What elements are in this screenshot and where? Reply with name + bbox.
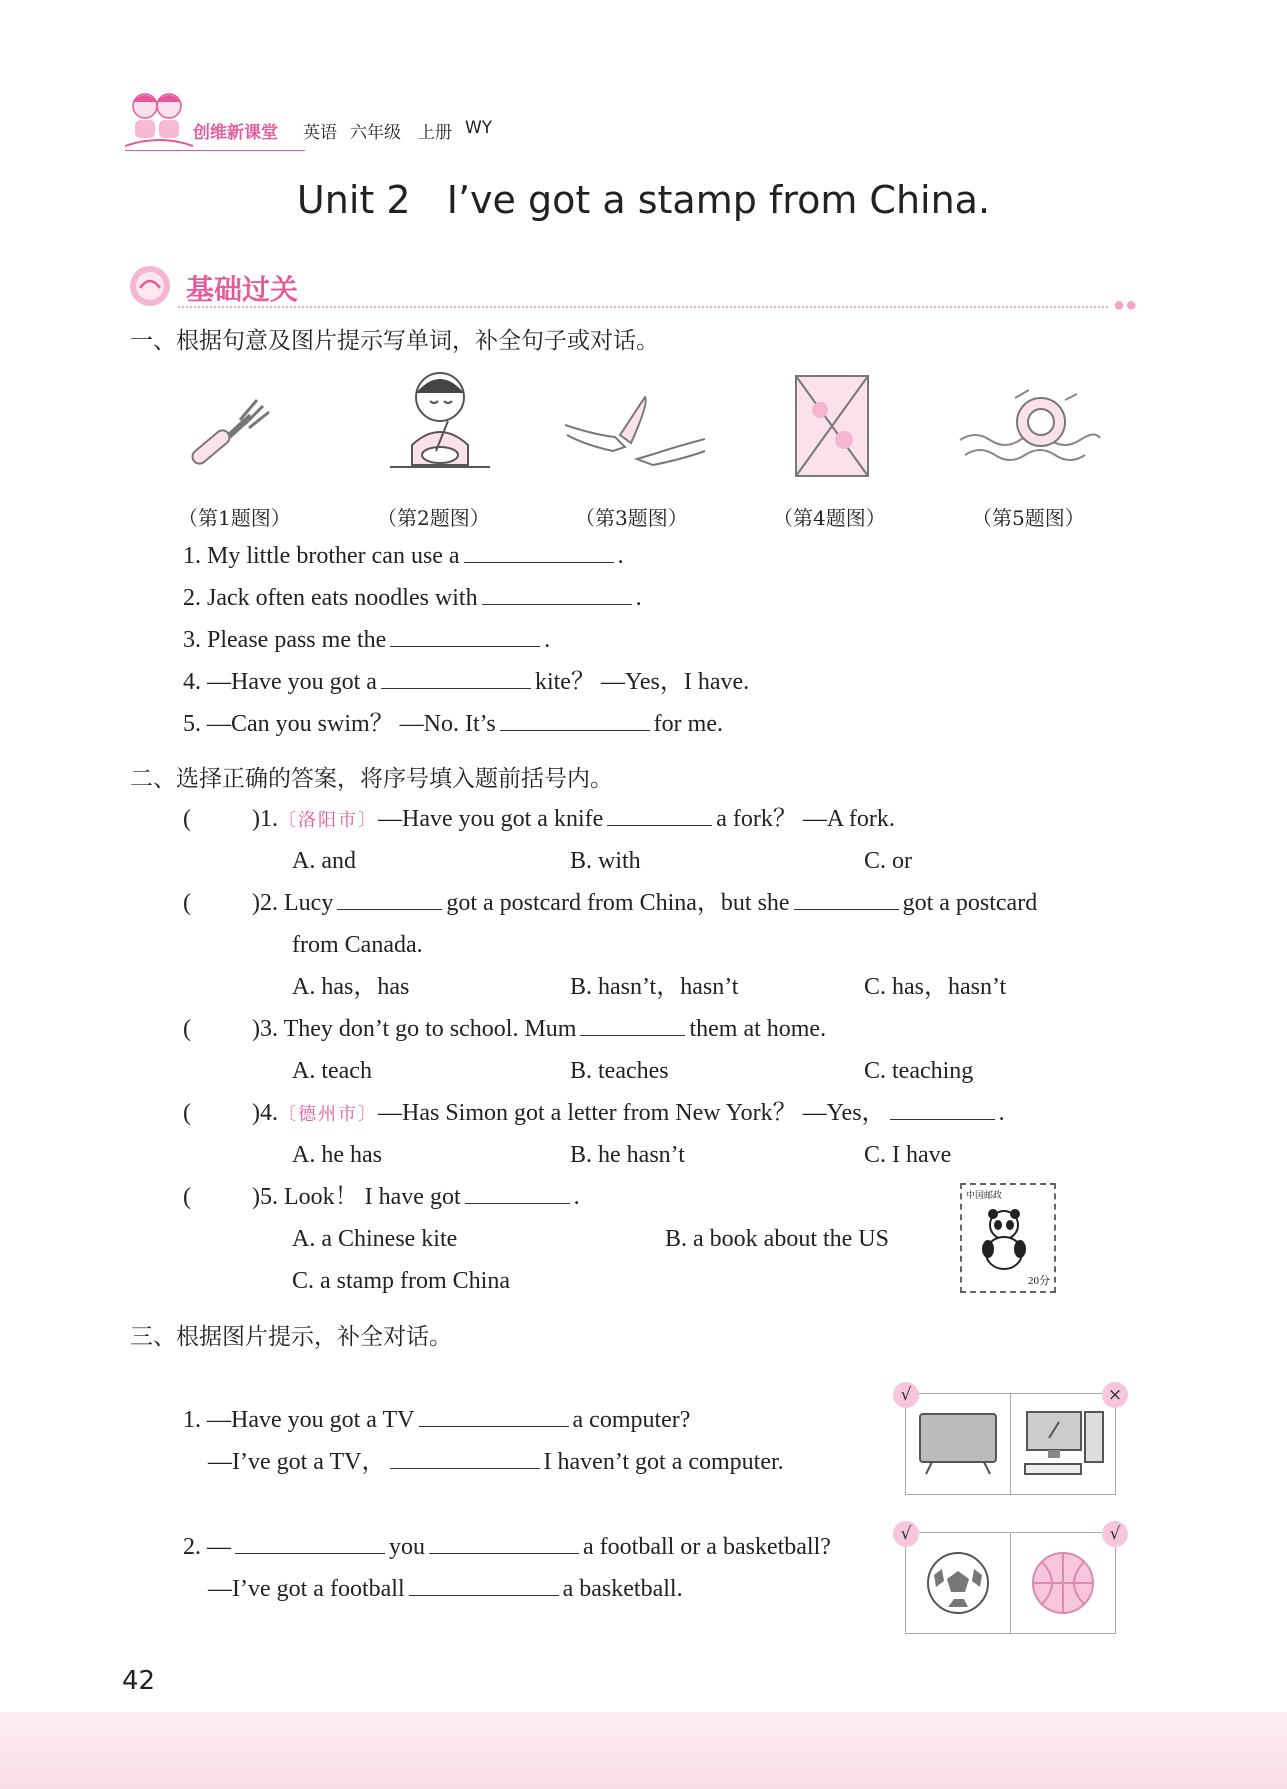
option-a: A. he has <box>292 1142 382 1168</box>
answer-blank[interactable] <box>390 1448 540 1469</box>
p2-question-5: )5. Look！ I have got . <box>252 1184 580 1210</box>
subject: 英语 <box>303 123 337 143</box>
p1-question-4: 4. —Have you got a kite？ —Yes，I have. <box>183 669 750 695</box>
section-badge-icon <box>128 264 172 308</box>
answer-blank[interactable] <box>337 889 442 910</box>
football-picture <box>905 1532 1011 1634</box>
p3-question-2-line-1: 2. — you a football or a basketball? <box>183 1534 831 1560</box>
answer-paren-open: ( <box>183 1016 191 1042</box>
option-c: C. teaching <box>864 1058 974 1084</box>
p2-question-3: )3. They don’t go to school. Mum them at home. <box>252 1016 827 1042</box>
dot-ornament-icon: ●● <box>1113 294 1138 316</box>
header <box>125 88 525 158</box>
tv-icon <box>918 1412 998 1476</box>
answer-blank[interactable] <box>429 1533 579 1554</box>
kite-icon <box>790 370 874 482</box>
computer-picture <box>1010 1393 1116 1495</box>
answer-blank[interactable] <box>607 805 712 826</box>
option-c: C. or <box>864 848 912 874</box>
unit-title: Unit 2 I’ve got a stamp from China. <box>296 178 991 222</box>
swimmer-icon <box>955 380 1105 475</box>
volume: 上册 <box>418 123 452 143</box>
answer-paren-slot[interactable] <box>195 1182 250 1212</box>
basketball-icon <box>1029 1549 1097 1617</box>
boy-chopsticks-icon <box>390 365 490 475</box>
edition: WY <box>465 118 493 138</box>
p3-question-1-line-1: 1. —Have you got a TV a computer? <box>183 1407 691 1433</box>
stamp-label: 中国邮政 <box>966 1191 1003 1201</box>
p1-question-5: 5. —Can you swim？ —No. It’s for me. <box>183 711 723 737</box>
p1-question-3: 3. Please pass me the . <box>183 627 551 653</box>
part2-heading: 二、选择正确的答案，将序号填入题前括号内。 <box>130 766 613 792</box>
section-rule <box>178 306 1108 308</box>
panda-stamp <box>960 1183 1056 1293</box>
answer-blank[interactable] <box>409 1575 559 1596</box>
option-b: B. he hasn’t <box>570 1142 685 1168</box>
answer-paren-slot[interactable] <box>195 888 250 918</box>
answer-blank[interactable] <box>390 626 540 647</box>
kids-logo-icon <box>125 88 195 154</box>
check-mark-football: √ <box>893 1521 919 1547</box>
option-c: C. I have <box>864 1142 952 1168</box>
option-b: B. with <box>570 848 641 874</box>
answer-paren-slot[interactable] <box>195 804 250 834</box>
p3-question-2-line-2: —I’ve got a football a basketball. <box>208 1576 683 1602</box>
section-banner <box>128 262 1138 316</box>
check-mark-tv: √ <box>893 1382 919 1408</box>
basketball-picture <box>1010 1532 1116 1634</box>
stamp-value: 20分 <box>1028 1275 1050 1287</box>
answer-paren-open: ( <box>183 1184 191 1210</box>
source-tag: 〔德州市〕 <box>278 1104 378 1125</box>
p2-question-1: )1.〔洛阳市〕—Have you got a knife a fork？ —A fork. <box>252 806 895 832</box>
option-b: B. hasn’t，hasn’t <box>570 974 739 1000</box>
p1-question-1: 1. My little brother can use a . <box>183 543 624 569</box>
football-icon <box>924 1549 992 1617</box>
option-b: B. a book about the US <box>665 1226 889 1252</box>
cross-mark-computer: × <box>1102 1382 1128 1408</box>
panda-icon <box>974 1207 1034 1271</box>
answer-paren-open: ( <box>183 1100 191 1126</box>
answer-blank[interactable] <box>235 1533 385 1554</box>
check-mark-basketball: √ <box>1102 1521 1128 1547</box>
answer-blank[interactable] <box>419 1406 569 1427</box>
computer-icon <box>1021 1408 1107 1480</box>
caption-2: （第2题图） <box>377 506 490 530</box>
caption-4: （第4题图） <box>773 506 886 530</box>
knife-hands-icon <box>565 395 705 475</box>
answer-blank[interactable] <box>482 584 632 605</box>
p2-question-2: )2. Lucy got a postcard from China，but she got a postcard <box>252 890 1038 916</box>
option-b: B. teaches <box>570 1058 669 1084</box>
fork-icon <box>185 380 285 480</box>
source-tag: 〔洛阳市〕 <box>278 810 378 831</box>
header-rule <box>125 150 305 151</box>
answer-paren-slot[interactable] <box>195 1098 250 1128</box>
answer-paren-open: ( <box>183 806 191 832</box>
option-a: A. a Chinese kite <box>292 1226 458 1252</box>
page-number: 42 <box>122 1666 156 1696</box>
p1-question-2: 2. Jack often eats noodles with . <box>183 585 642 611</box>
caption-1: （第1题图） <box>178 506 291 530</box>
option-a: A. has，has <box>292 974 410 1000</box>
answer-paren-open: ( <box>183 890 191 916</box>
option-c: C. has，hasn’t <box>864 974 1007 1000</box>
part3-heading: 三、根据图片提示，补全对话。 <box>130 1324 452 1350</box>
p3-question-1-line-2: —I’ve got a TV， I haven’t got a computer. <box>208 1449 784 1475</box>
answer-blank[interactable] <box>794 889 899 910</box>
tv-picture <box>905 1393 1011 1495</box>
answer-blank[interactable] <box>464 542 614 563</box>
option-a: A. and <box>292 848 356 874</box>
caption-3: （第3题图） <box>575 506 688 530</box>
part1-heading: 一、根据句意及图片提示写单词，补全句子或对话。 <box>130 328 659 354</box>
answer-blank[interactable] <box>890 1099 995 1120</box>
answer-blank[interactable] <box>381 668 531 689</box>
option-c: C. a stamp from China <box>292 1268 510 1294</box>
answer-blank[interactable] <box>580 1015 685 1036</box>
answer-blank[interactable] <box>465 1183 570 1204</box>
brand-name: 创维新课堂 <box>193 123 278 143</box>
grade: 六年级 <box>350 123 401 143</box>
p2-question-4: )4.〔德州市〕—Has Simon got a letter from New York？ —Yes， . <box>252 1100 1005 1126</box>
option-a: A. teach <box>292 1058 372 1084</box>
section-title: 基础过关 <box>186 273 299 306</box>
answer-paren-slot[interactable] <box>195 1014 250 1044</box>
answer-blank[interactable] <box>500 710 650 731</box>
p2-question-2-cont: from Canada. <box>292 932 423 958</box>
footer-band <box>0 1712 1287 1789</box>
caption-5: （第5题图） <box>972 506 1085 530</box>
